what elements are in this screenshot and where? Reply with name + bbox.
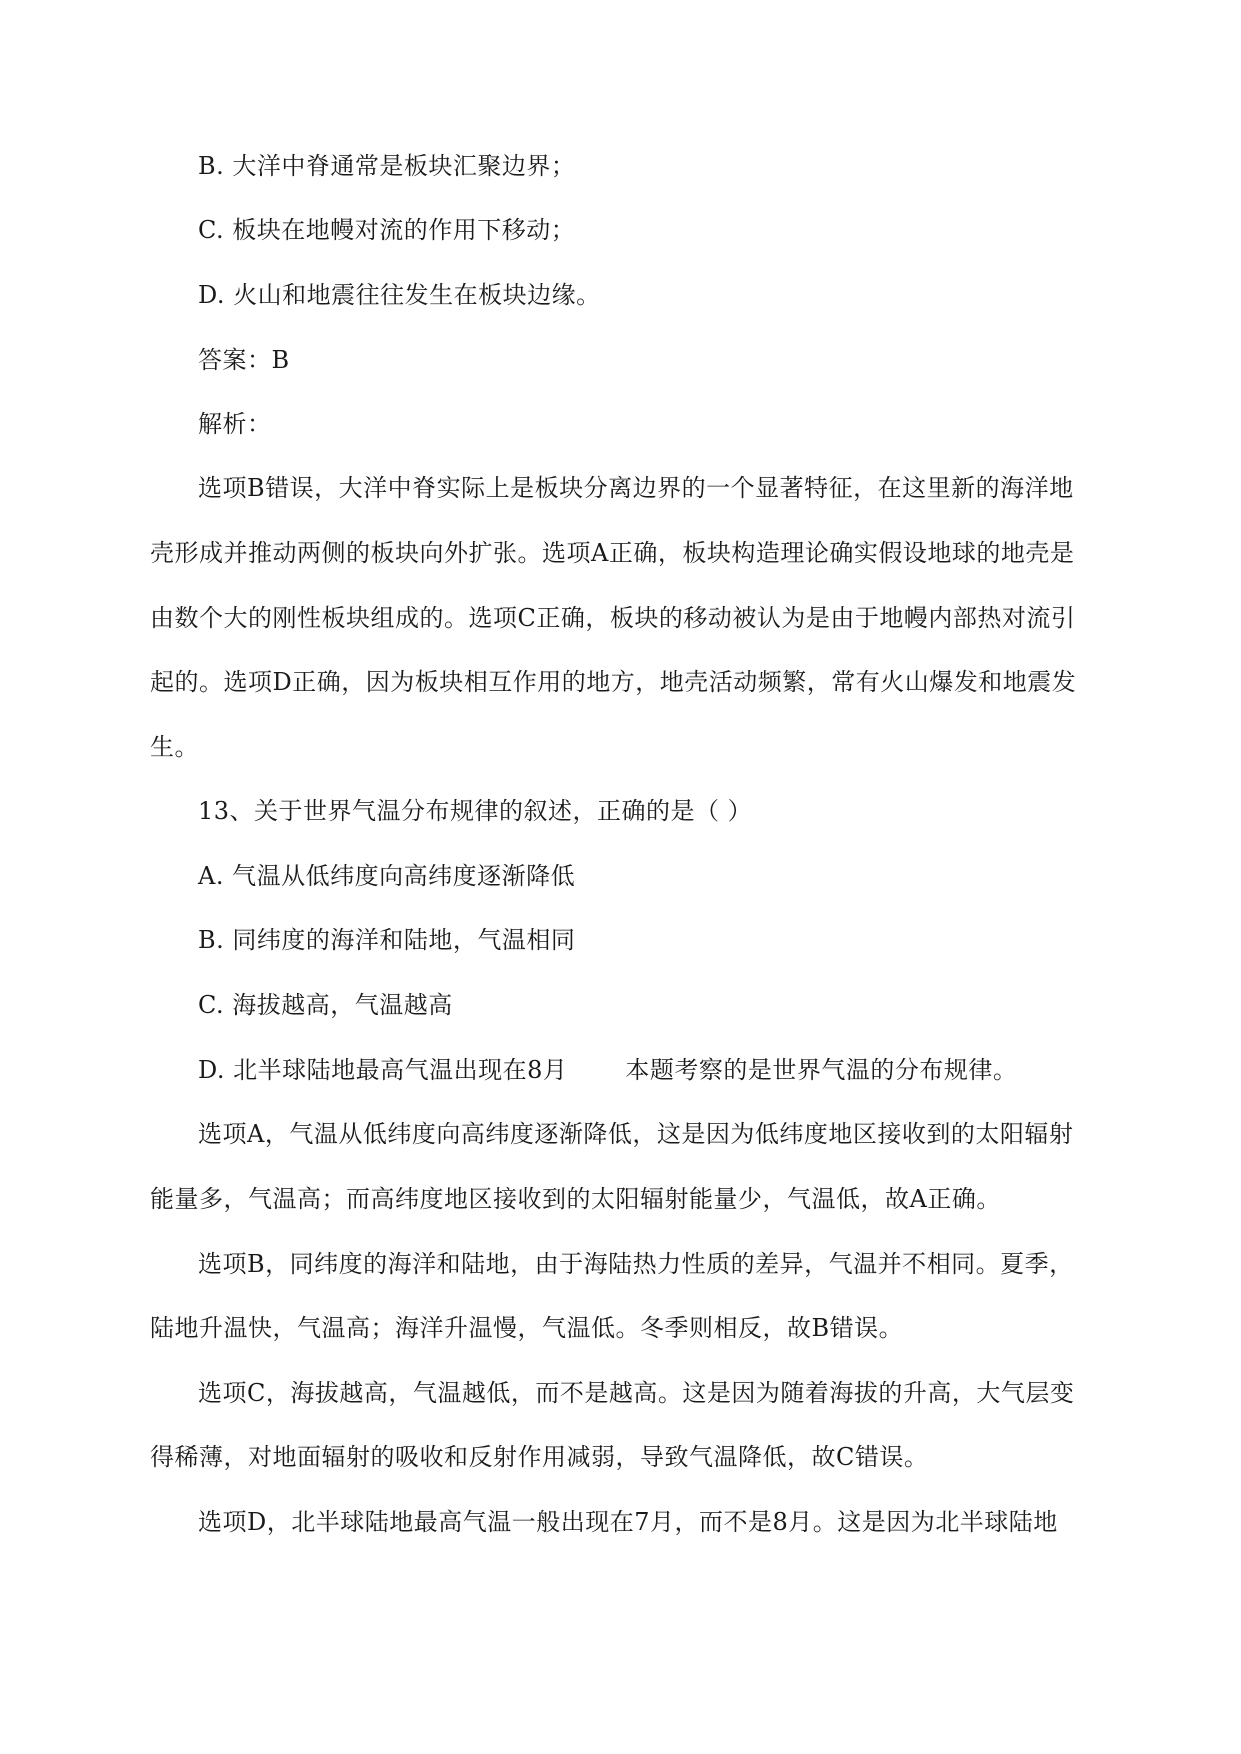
q12-analysis-label: 解析： <box>198 410 272 438</box>
q13-analysis-c-line: 选项C，海拔越高，气温越低，而不是越高。这是因为随着海拔的升高，大气层变 <box>198 1379 1075 1407</box>
q13-question: 13、关于世界气温分布规律的叙述，正确的是（ ） <box>198 797 753 825</box>
q13-analysis-a-line: 能量多，气温高；而高纬度地区接收到的太阳辐射能量少，气温低，故A正确。 <box>150 1185 1001 1213</box>
q12-option-b: B. 大洋中脊通常是板块汇聚边界； <box>198 152 576 180</box>
q12-answer: 答案：B <box>198 346 290 374</box>
q13-analysis-b-line: 陆地升温快，气温高；海洋升温慢，气温低。冬季则相反，故B错误。 <box>150 1314 904 1342</box>
q13-option-a: A. 气温从低纬度向高纬度逐渐降低 <box>198 862 576 890</box>
q13-analysis-d-line: 选项D，北半球陆地最高气温一般出现在7月，而不是8月。这是因为北半球陆地 <box>198 1508 1058 1536</box>
q12-option-d: D. 火山和地震往往发生在板块边缘。 <box>198 281 601 309</box>
q13-analysis-b-line: 选项B，同纬度的海洋和陆地，由于海陆热力性质的差异，气温并不相同。夏季， <box>198 1250 1074 1278</box>
q12-analysis-line: 选项B错误，大洋中脊实际上是板块分离边界的一个显著特征，在这里新的海洋地 <box>198 474 1074 502</box>
q13-option-d-note: 本题考察的是世界气温的分布规律。 <box>625 1056 1018 1084</box>
q13-option-c: C. 海拔越高，气温越高 <box>198 991 453 1019</box>
q13-option-d-line <box>198 1054 1017 1086</box>
q12-analysis-line: 起的。选项D正确，因为板块相互作用的地方，地壳活动频繁，常有火山爆发和地震发 <box>150 668 1077 696</box>
q12-option-c: C. 板块在地幔对流的作用下移动； <box>198 216 576 244</box>
q13-option-d: D. 北半球陆地最高气温出现在8月 <box>198 1056 568 1084</box>
q12-analysis-line: 壳形成并推动两侧的板块向外扩张。选项A正确，板块构造理论确实假设地球的地壳是 <box>150 539 1075 567</box>
q13-analysis-a-line: 选项A，气温从低纬度向高纬度逐渐降低，这是因为低纬度地区接收到的太阳辐射 <box>198 1120 1074 1148</box>
q12-analysis-line: 生。 <box>150 733 199 761</box>
q12-analysis-line: 由数个大的刚性板块组成的。选项C正确，板块的移动被认为是由于地幔内部热对流引 <box>150 604 1076 632</box>
q13-option-b: B. 同纬度的海洋和陆地，气温相同 <box>198 926 576 954</box>
q13-analysis-c-line: 得稀薄，对地面辐射的吸收和反射作用减弱，导致气温降低，故C错误。 <box>150 1443 929 1471</box>
